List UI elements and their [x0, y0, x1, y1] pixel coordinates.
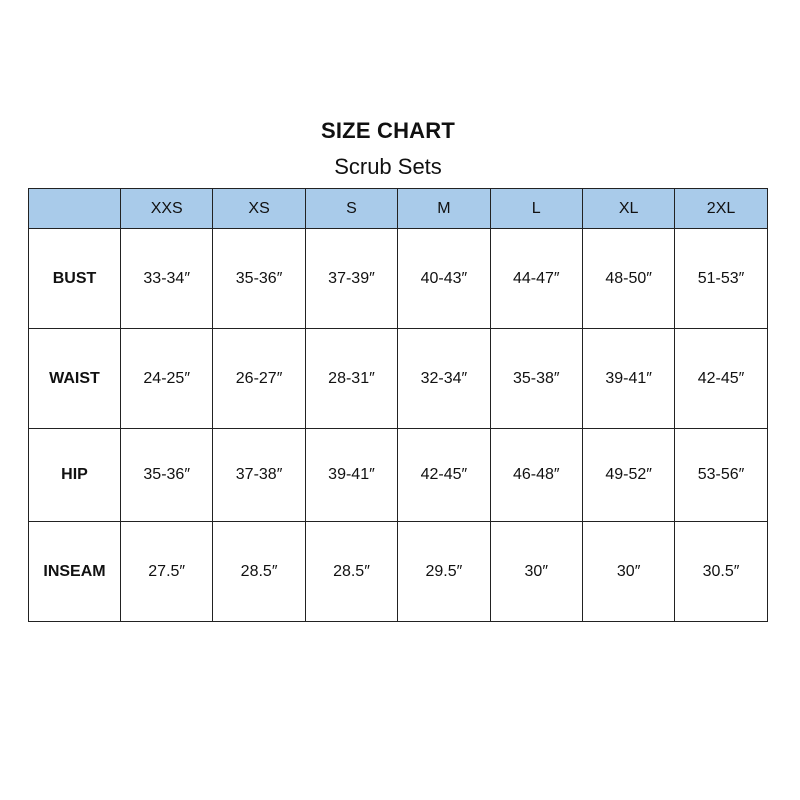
size-header-xs: XS [213, 189, 305, 229]
row-label-waist: WAIST [29, 329, 121, 429]
table-cell: 24-25″ [121, 329, 213, 429]
size-header-xxs: XXS [121, 189, 213, 229]
table-cell: 35-36″ [213, 229, 305, 329]
table-cell: 42-45″ [398, 429, 490, 522]
table-cell: 46-48″ [490, 429, 582, 522]
row-label-inseam: INSEAM [29, 522, 121, 622]
table-cell: 37-38″ [213, 429, 305, 522]
table-cell: 42-45″ [675, 329, 767, 429]
table-cell: 37-39″ [305, 229, 397, 329]
size-header-2xl: 2XL [675, 189, 767, 229]
row-label-hip: HIP [29, 429, 121, 522]
chart-subtitle: Scrub Sets [334, 154, 442, 179]
table-cell: 29.5″ [398, 522, 490, 622]
table-cell: 30″ [582, 522, 674, 622]
table-row-hip [29, 429, 768, 522]
corner-cell [29, 189, 121, 229]
table-cell: 51-53″ [675, 229, 767, 329]
table-row-inseam [29, 522, 768, 622]
size-table [28, 188, 768, 622]
row-label-bust: BUST [29, 229, 121, 329]
size-header-xl: XL [582, 189, 674, 229]
table-cell: 44-47″ [490, 229, 582, 329]
header-row [29, 189, 768, 229]
table-cell: 30″ [490, 522, 582, 622]
table-row-waist [29, 329, 768, 429]
size-header-m: M [398, 189, 490, 229]
chart-title: SIZE CHART [321, 118, 455, 143]
table-cell: 26-27″ [213, 329, 305, 429]
table-cell: 39-41″ [305, 429, 397, 522]
table-cell: 30.5″ [675, 522, 767, 622]
table-row-bust [29, 229, 768, 329]
size-header-l: L [490, 189, 582, 229]
table-cell: 28-31″ [305, 329, 397, 429]
table-cell: 35-38″ [490, 329, 582, 429]
table-cell: 28.5″ [213, 522, 305, 622]
table-cell: 28.5″ [305, 522, 397, 622]
table-cell: 49-52″ [582, 429, 674, 522]
table-cell: 32-34″ [398, 329, 490, 429]
table-cell: 35-36″ [121, 429, 213, 522]
table-cell: 48-50″ [582, 229, 674, 329]
table-cell: 39-41″ [582, 329, 674, 429]
size-header-s: S [305, 189, 397, 229]
table-cell: 40-43″ [398, 229, 490, 329]
table-cell: 53-56″ [675, 429, 767, 522]
table-cell: 33-34″ [121, 229, 213, 329]
table-cell: 27.5″ [121, 522, 213, 622]
